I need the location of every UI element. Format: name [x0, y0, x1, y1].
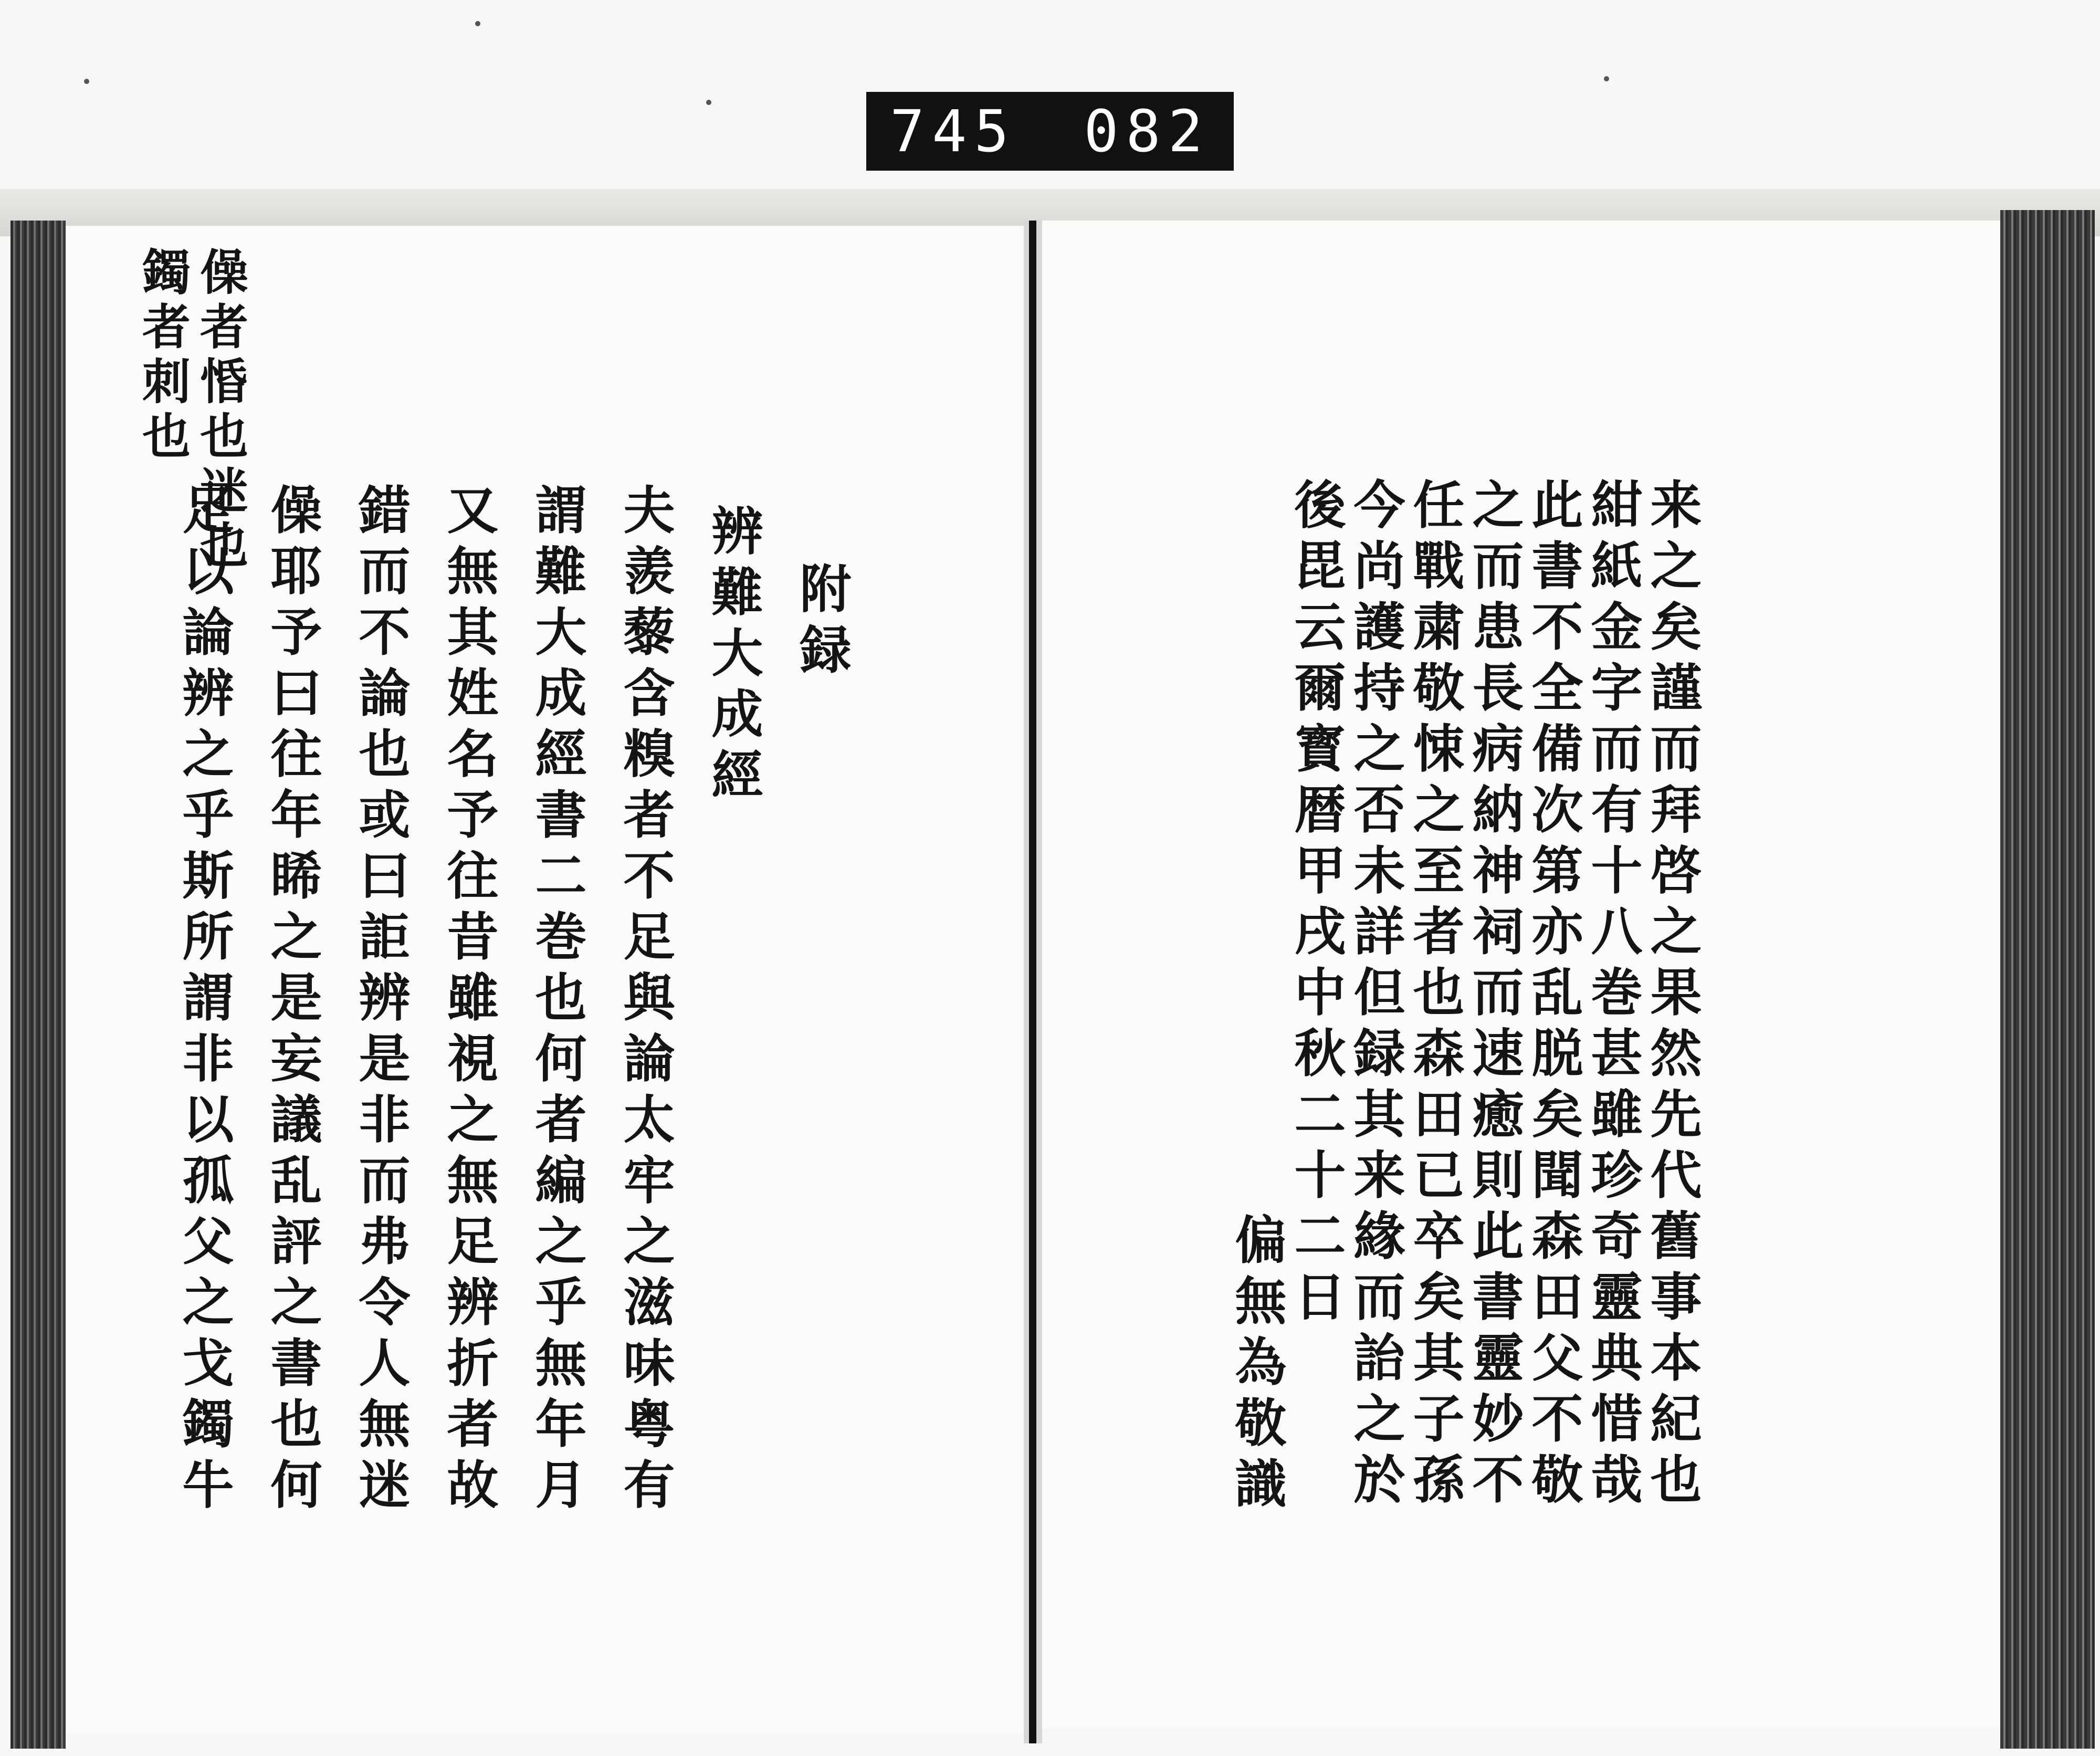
scan-speck: [1604, 76, 1609, 81]
gloss-column: 鐲者刺也: [134, 247, 191, 465]
page-stack-right-edge: [2000, 210, 2095, 1749]
text-column: 僺耶予曰往年睎之是妄議乱評之書也何: [262, 483, 322, 1519]
book-spine: [1024, 221, 1042, 1743]
reel-label: [866, 92, 1234, 171]
chapter-title: 辨難大成經: [703, 504, 763, 809]
text-column: 来之矣謹而拜啓之果然先代舊事本紀也: [1642, 478, 1702, 1513]
section-heading: 附録: [791, 562, 852, 684]
page-stack-left-edge: [10, 221, 66, 1749]
signature-column: 偏無為敬識: [1226, 1213, 1287, 1518]
left-page-text: [142, 483, 852, 1519]
scan-speck: [475, 21, 480, 26]
gloss-column: 僺者惛也迷也: [192, 247, 249, 574]
text-column: 錯而不論也或曰詎辨是非而弗令人無迷: [350, 483, 411, 1519]
scan-speck: [84, 79, 89, 84]
frame-number: 082: [1084, 98, 1210, 165]
text-column: 後毘云爾寳暦甲戌中秋二十二日: [1286, 478, 1346, 1331]
text-column: 夫羨藜含糗者不足與論太牢之滋味粤有: [615, 483, 675, 1519]
text-column: 紺紙金字而有十八巻甚雖珍奇靈典惜哉: [1582, 478, 1643, 1513]
text-column: 此書不全備次第亦乱脱矣聞森田父不敬: [1523, 478, 1583, 1513]
text-column: 謂難大成經書二巻也何者編之乎無年月: [527, 483, 587, 1519]
right-page-text: [1223, 478, 1702, 1518]
text-column: 之而患長病納神祠而速癒則此書靈妙不: [1464, 478, 1524, 1513]
text-column: 又無其姓名予往昔雖視之無足辨折者故: [438, 483, 499, 1519]
reel-number: 745: [890, 98, 1016, 165]
text-column: 足以論辨之乎斯所謂非以孤父之戈鐲牛: [174, 483, 234, 1519]
scan-speck: [706, 100, 711, 105]
text-column: 任戰粛敬悚之至者也森田已卒矣其子孫: [1404, 478, 1465, 1513]
text-column: 今尚護持之否未詳但録其来緣而詒之於: [1345, 478, 1405, 1513]
